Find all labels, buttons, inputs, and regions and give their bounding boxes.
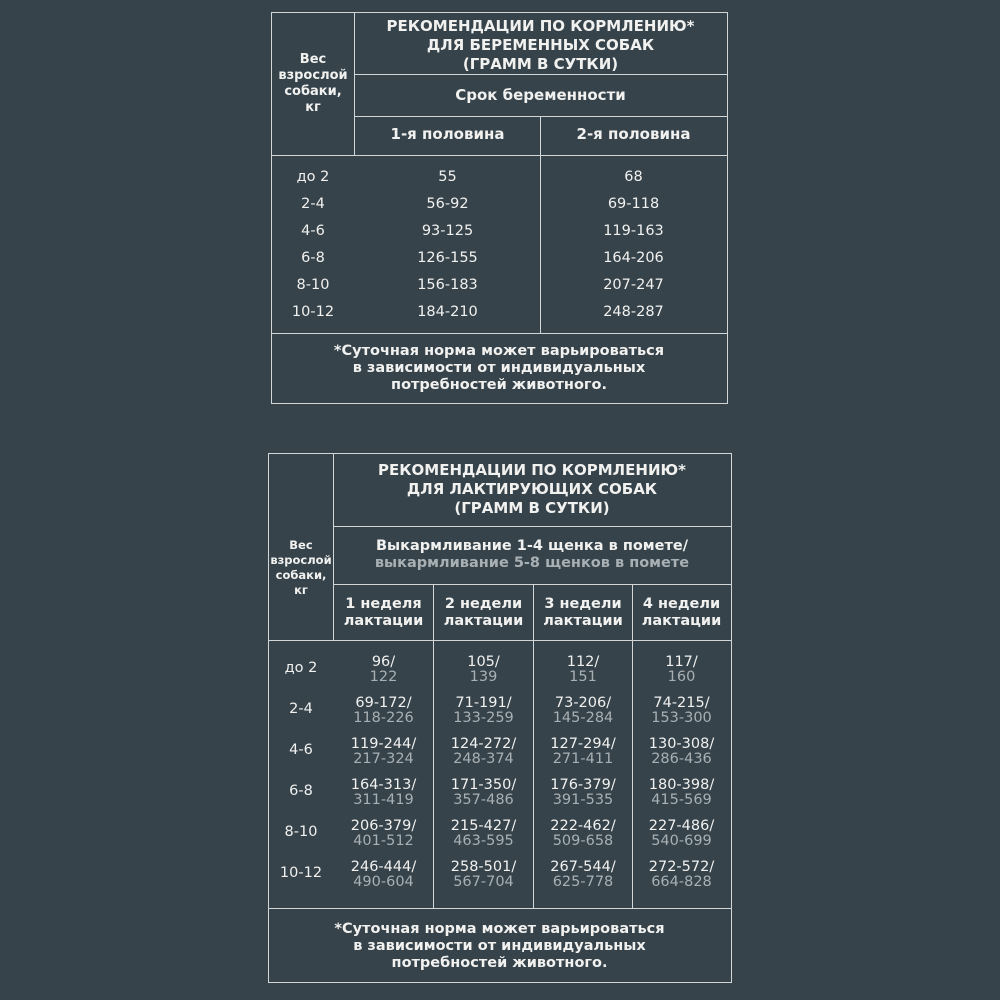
value-cell: 171-350/ 357-486 <box>450 777 517 808</box>
value-cell: 119-163 <box>603 223 664 239</box>
weight-cell: 6-8 <box>289 783 313 799</box>
value-cell: 156-183 <box>417 277 478 293</box>
value-cell: 74-215/ 153-300 <box>651 695 712 726</box>
value-cell: 164-206 <box>603 250 664 266</box>
pregnancy-period-label: Срок беременности <box>455 86 626 104</box>
week-2-header: 2 недели лактации <box>443 596 524 629</box>
value-cell: 69-118 <box>607 196 660 212</box>
value-cell: 164-313/ 311-419 <box>350 777 417 808</box>
weight-column-header: Вес взрослой собаки, кг <box>278 52 348 115</box>
value-cell: 272-572/ 664-828 <box>648 859 715 890</box>
weight-cell: 2-4 <box>289 701 313 717</box>
weight-cell: 8-10 <box>284 824 318 840</box>
value-cell: 93-125 <box>421 223 474 239</box>
value-cell: 258-501/ 567-704 <box>450 859 517 890</box>
value-cell: 71-191/ 133-259 <box>453 695 514 726</box>
weight-cell: 6-8 <box>301 250 325 266</box>
first-half-values <box>355 164 540 326</box>
weight-cell: 8-10 <box>296 277 330 293</box>
weight-cell: 10-12 <box>291 304 335 320</box>
value-cell: 68 <box>624 169 643 185</box>
value-cell: 222-462/ 509-658 <box>550 818 616 849</box>
weight-cell: до 2 <box>284 660 318 676</box>
value-cell: 206-379/ 401-512 <box>350 818 417 849</box>
value-cell: 215-427/ 463-595 <box>450 818 517 849</box>
pregnant-table-title: РЕКОМЕНДАЦИИ ПО КОРМЛЕНИЮ* ДЛЯ БЕРЕМЕННЫХ СОБАК (ГРАММ В СУТКИ) <box>386 17 695 73</box>
value-cell: 96/ 122 <box>369 654 398 685</box>
value-cell: 117/ 160 <box>665 654 698 685</box>
value-cell: 227-486/ 540-699 <box>648 818 715 849</box>
value-cell: 184-210 <box>417 304 478 320</box>
value-cell: 105/ 139 <box>467 654 500 685</box>
lactating-weight-column-header: Вес взрослой собаки, кг <box>270 538 332 597</box>
value-cell: 112/ 151 <box>566 654 600 685</box>
pregnant-footnote: *Суточная норма может варьироваться в зависимости от индивидуальных потребностей животного. <box>333 343 665 393</box>
litter-size-header: Выкармливание 1-4 щенка в помете/ выкармливание 5-8 щенков в помете <box>374 538 690 571</box>
week-4-values <box>633 652 730 898</box>
value-cell: 248-287 <box>603 304 664 320</box>
value-cell: 55 <box>438 169 457 185</box>
value-cell: 124-272/ 248-374 <box>450 736 517 767</box>
lactating-weight-list <box>269 652 333 898</box>
weight-cell: 4-6 <box>289 742 313 758</box>
value-cell: 176-379/ 391-535 <box>550 777 616 808</box>
weight-cell: до 2 <box>296 169 330 185</box>
value-cell: 180-398/ 415-569 <box>648 777 715 808</box>
first-half-header: 1-я половина <box>390 125 505 143</box>
lactating-footnote: *Суточная норма может варьироваться в зависимости от индивидуальных потребностей животного. <box>334 921 665 971</box>
value-cell: 119-244/ 217-324 <box>350 736 417 767</box>
value-cell: 73-206/ 145-284 <box>552 695 614 726</box>
value-cell: 56-92 <box>426 196 469 212</box>
value-cell: 267-544/ 625-778 <box>550 859 616 890</box>
week-4-header: 4 недели лактации <box>641 596 722 629</box>
value-cell: 130-308/ 286-436 <box>648 736 715 767</box>
weight-cell: 10-12 <box>279 865 323 881</box>
week-3-header: 3 недели лактации <box>543 596 623 629</box>
value-cell: 126-155 <box>417 250 478 266</box>
value-cell: 207-247 <box>603 277 664 293</box>
week-2-values <box>434 652 533 898</box>
second-half-header: 2-я половина <box>576 125 691 143</box>
value-cell: 69-172/ 118-226 <box>353 695 414 726</box>
weight-cell: 2-4 <box>301 196 325 212</box>
value-cell: 127-294/ 271-411 <box>550 736 616 767</box>
week-1-values <box>334 652 433 898</box>
value-cell: 246-444/ 490-604 <box>350 859 417 890</box>
pregnant-weight-list <box>272 164 354 326</box>
week-1-header: 1 неделя лактации <box>343 596 424 629</box>
lactating-table-title: РЕКОМЕНДАЦИИ ПО КОРМЛЕНИЮ* ДЛЯ ЛАКТИРУЮЩИХ СОБАК (ГРАММ В СУТКИ) <box>378 461 686 517</box>
week-3-values <box>534 652 632 898</box>
second-half-values <box>541 164 726 326</box>
weight-cell: 4-6 <box>301 223 325 239</box>
